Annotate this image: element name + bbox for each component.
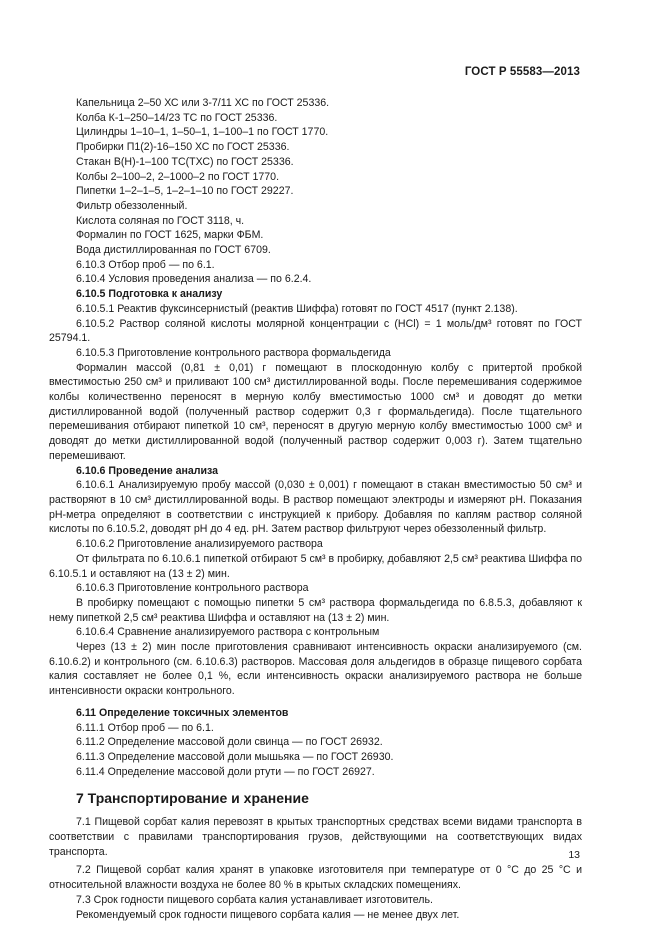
equipment-item: Стакан В(Н)-1–100 ТС(ТХС) по ГОСТ 25336. [76,155,294,168]
clause-subheading: 6.10.6.3 Приготовление контрольного раствора [76,582,309,595]
section-heading: 7 Транспортирование и хранение [76,790,309,807]
paragraph: 6.10.6.1 Анализируемую пробу массой (0,030 ± 0,001) г помещают в стакан вместимостью 50 см³ и растворяют в 10 см³ дистиллированной воды. В раствор помещают электроды и измеряют рН. Показания рН-метра определяют в соответствии с инструкцией к прибору. Добавляя по каплям раствор соляной кислоты по 6.10.5.2, доводят рН до 4 ед. рН. Затем раствор фильтруют через обеззоленный фильтр. [49,479,582,536]
paragraph: 7.3 Срок годности пищевого сорбата калия устанавливает изготовитель. [76,893,433,906]
paragraph: Через (13 ± 2) мин после приготовления сравнивают интенсивность окраски анализируемого (см. 6.10.6.2) и контрольного (см. 6.10.6.3) растворов. Массовая доля альдегидов в образце пищевого сорбата калия составляет не более 0,1 %, если интенсивность окраски анализируемого раствора не больше интенсивности окраски контрольного. [49,641,582,698]
equipment-item: Фильтр обеззоленный. [76,199,188,212]
clause: 6.10.5.2 Раствор соляной кислоты молярной концентрации c (HCl) = 1 моль/дм³ готовят по ГОСТ 25794.1. [49,317,582,345]
paragraph: 7.1 Пищевой сорбат калия перевозят в крытых транспортных средствах всеми видами транспорта в соответствии с правилами транспортирования грузов, действующими на соответствующих видах транспорта. [49,816,582,858]
clause-heading: 6.10.5 Подготовка к анализу [76,288,223,301]
clause-subheading: 6.10.5.3 Приготовление контрольного раствора формальдегида [76,346,391,359]
clause: 6.10.4 Условия проведения анализа — по 6.2.4. [76,273,312,286]
equipment-item: Пробирки П1(2)-16–150 ХС по ГОСТ 25336. [76,141,290,154]
equipment-item: Колба К-1–250–14/23 ТС по ГОСТ 25336. [76,111,278,124]
clause: 6.10.3 Отбор проб — по 6.1. [76,258,215,271]
paragraph: 7.2 Пищевой сорбат калия хранят в упаковке изготовителя при температуре от 0 °С до 25 °С и относительной влажности воздуха не более 80 % в крытых складских помещениях. [49,864,582,892]
clause: 6.11.2 Определение массовой доли свинца — по ГОСТ 26932. [76,736,383,749]
equipment-item: Пипетки 1–2–1–5, 1–2–1–10 по ГОСТ 29227. [76,185,294,198]
paragraph: Формалин массой (0,81 ± 0,01) г помещают в плоскодонную колбу с притертой пробкой вместимостью 250 см³ и приливают 100 см³ дистиллированной воды. После перемешивания содержимое колбы количественно переносят в мерную колбу вместимостью 1000 см³ и доводят до метки дистиллированной водой (полученный раствор содержит 0,3 г формальдегида). После тщательного перемешивания отбирают пипеткой 10 см³, переносят в другую мерную колбу вместимостью 1000 см³ и доводят до метки дистиллированной водой (полученный раствор содержит 0,003 г). Затем тщательно перемешивают. [49,361,582,462]
clause-subheading: 6.10.6.4 Сравнение анализируемого раствора с контрольным [76,626,380,639]
reagent-item: Кислота соляная по ГОСТ 3118, ч. [76,214,245,227]
page-number: 13 [568,849,580,861]
paragraph: Рекомендуемый срок годности пищевого сорбата калия — не менее двух лет. [76,908,460,921]
page-content [49,96,582,922]
equipment-item: Капельница 2–50 ХС или 3-7/11 ХС по ГОСТ 25336. [76,97,330,109]
paragraph: От фильтрата по 6.10.6.1 пипеткой отбирают 5 см³ в пробирку, добавляют 2,5 см³ реактива Шиффа по 6.10.5.1 и оставляют на (13 ± 2) мин. [49,552,582,580]
clause-heading: 6.11 Определение токсичных элементов [76,706,289,719]
clause: 6.11.4 Определение массовой доли ртути — по ГОСТ 26927. [76,765,375,778]
clause: 6.11.3 Определение массовой доли мышьяка — по ГОСТ 26930. [76,750,394,763]
equipment-item: Цилиндры 1–10–1, 1–50–1, 1–100–1 по ГОСТ 1770. [76,126,329,139]
clause: 6.10.5.1 Реактив фуксинсернистый (реактив Шиффа) готовят по ГОСТ 4517 (пункт 2.138). [76,302,518,315]
paragraph: В пробирку помещают с помощью пипетки 5 см³ раствора формальдегида по 6.8.5.3, добавляют к нему пипеткой 2,5 см³ реактива Шиффа и оставляют на (13 ± 2) мин. [49,596,582,624]
reagent-item: Формалин по ГОСТ 1625, марки ФБМ. [76,229,264,242]
clause: 6.11.1 Отбор проб — по 6.1. [76,721,214,734]
equipment-item: Колбы 2–100–2, 2–1000–2 по ГОСТ 1770. [76,170,280,183]
reagent-item: Вода дистиллированная по ГОСТ 6709. [76,244,271,257]
clause-subheading: 6.10.6.2 Приготовление анализируемого раствора [76,538,323,551]
document-header: ГОСТ Р 55583—2013 [464,66,580,78]
clause-heading: 6.10.6 Проведение анализа [76,464,219,477]
